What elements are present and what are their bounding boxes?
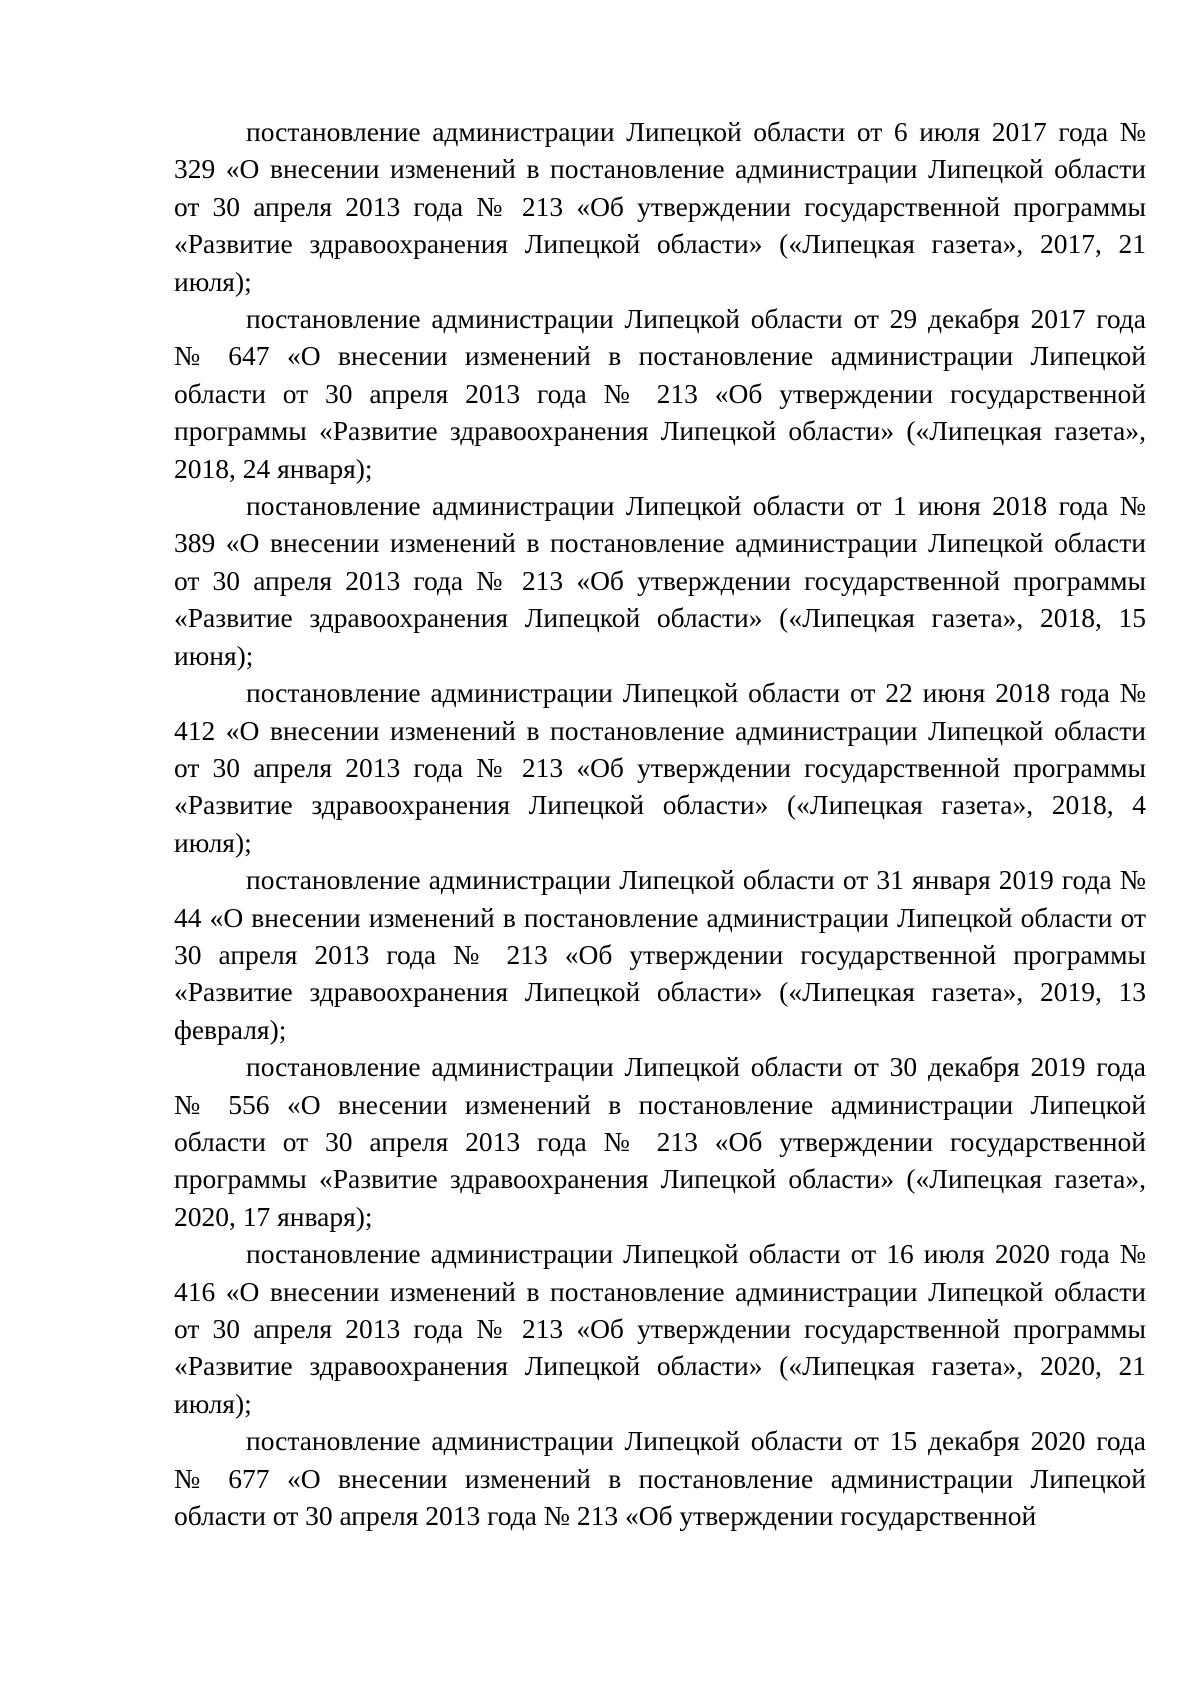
paragraph-resolution-677: постановление администрации Липецкой области от 15 декабря 2020 года № 677 «О внесении изменений в постановление администрации Липецкой области от 30 апреля 2013 года № 213 «Об утверждении государственной	[174, 1425, 1146, 1532]
paragraph-resolution-556: постановление администрации Липецкой области от 30 декабря 2019 года № 556 «О внесении изменений в постановление администрации Липецкой области от 30 апреля 2013 года № 213 «Об утверждении государственной программы «Развитие здравоохранения Липецкой области» («Липецкая газета», 2020, 17 января);	[174, 1051, 1146, 1232]
document-body	[174, 113, 1146, 1534]
paragraph-resolution-412: постановление администрации Липецкой области от 22 июня 2018 года № 412 «О внесении изменений в постановление администрации Липецкой области от 30 апреля 2013 года № 213 «Об утверждении государственной программы «Развитие здравоохранения Липецкой области» («Липецкая газета», 2018, 4 июля);	[174, 677, 1146, 858]
paragraph-resolution-389: постановление администрации Липецкой области от 1 июня 2018 года № 389 «О внесении изменений в постановление администрации Липецкой области от 30 апреля 2013 года № 213 «Об утверждении государственной программы «Развитие здравоохранения Липецкой области» («Липецкая газета», 2018, 15 июня);	[174, 490, 1146, 671]
paragraph-resolution-416: постановление администрации Липецкой области от 16 июля 2020 года № 416 «О внесении изменений в постановление администрации Липецкой области от 30 апреля 2013 года № 213 «Об утверждении государственной программы «Развитие здравоохранения Липецкой области» («Липецкая газета», 2020, 21 июля);	[174, 1238, 1146, 1419]
paragraph-resolution-44: постановление администрации Липецкой области от 31 января 2019 года № 44 «О внесении изменений в постановление администрации Липецкой области от 30 апреля 2013 года № 213 «Об утверждении государственной программы «Развитие здравоохранения Липецкой области» («Липецкая газета», 2019, 13 февраля);	[174, 864, 1146, 1045]
paragraph-resolution-647: постановление администрации Липецкой области от 29 декабря 2017 года № 647 «О внесении изменений в постановление администрации Липецкой области от 30 апреля 2013 года № 213 «Об утверждении государственной программы «Развитие здравоохранения Липецкой области» («Липецкая газета», 2018, 24 января);	[174, 303, 1146, 484]
paragraph-resolution-329: постановление администрации Липецкой области от 6 июля 2017 года № 329 «О внесении изменений в постановление администрации Липецкой области от 30 апреля 2013 года № 213 «Об утверждении государственной программы «Развитие здравоохранения Липецкой области» («Липецкая газета», 2017, 21 июля);	[174, 116, 1146, 297]
